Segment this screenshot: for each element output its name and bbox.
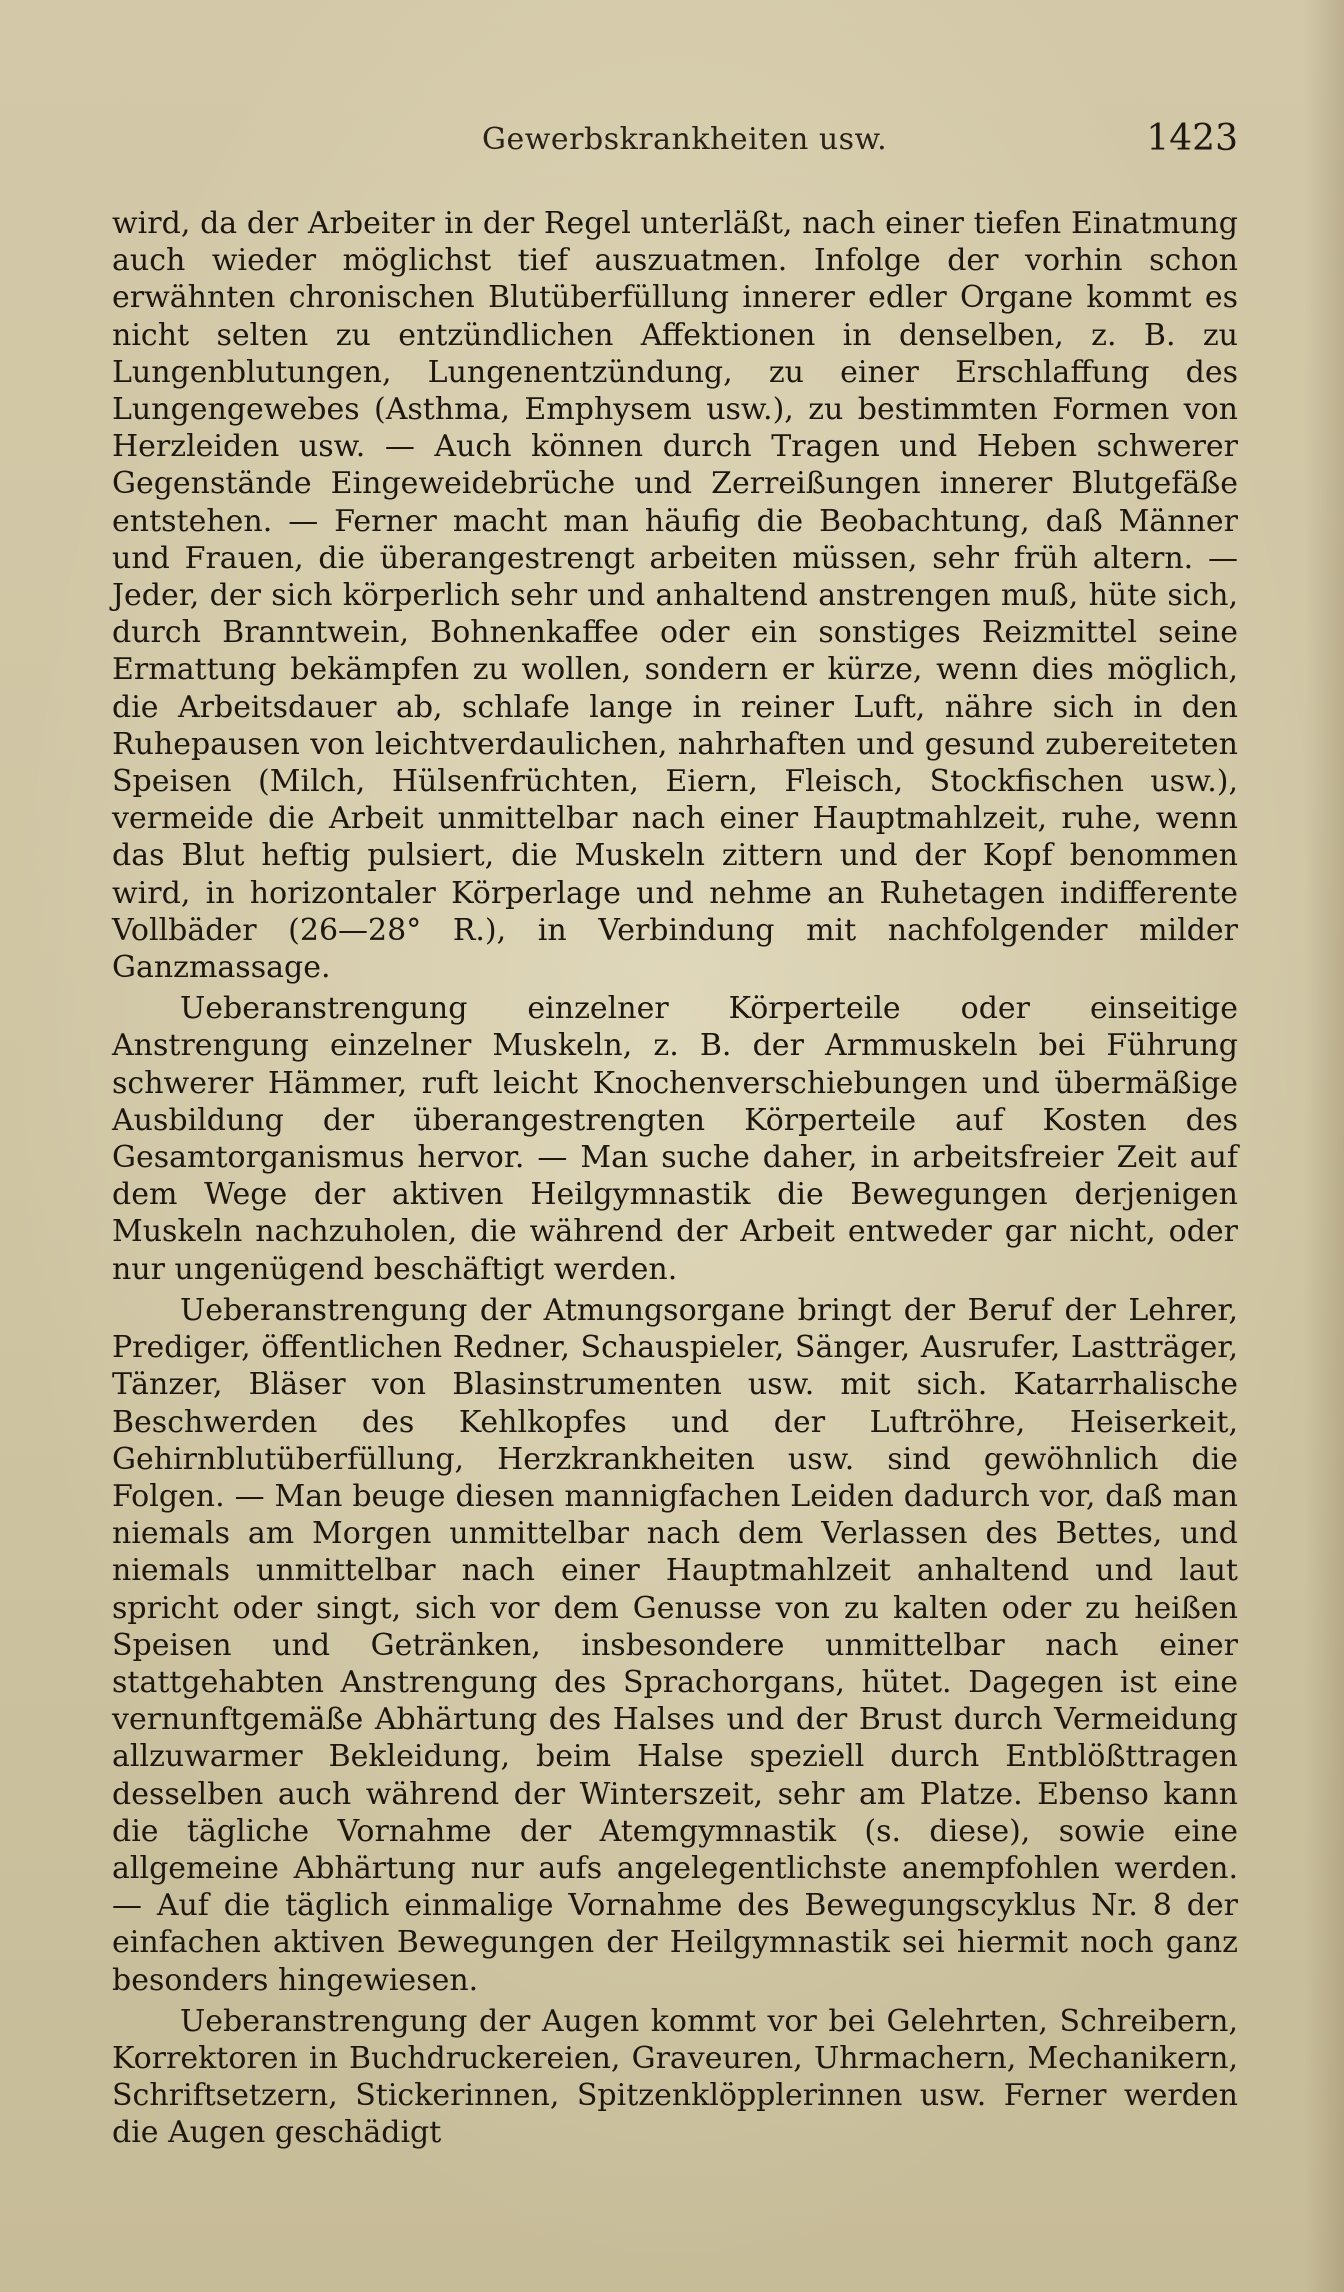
paragraph-respiratory-overstrain: Ueberanstrengung der Atmungsorgane bringt der Beruf der Lehrer, Prediger, öffentlichen Redner, Schauspieler, Sänger, Ausrufer, Lastträger, Tänzer, Bläser von Blasinstrumenten usw. mit sich. Katarrhalische Beschwerden des Kehlkopfes und der Luftröhre, Heiserkeit, Gehirnblutüberfüllung, Herzkrankheiten usw. sind gewöhnlich die Folgen. — Man beuge diesen mannigfachen Leiden dadurch vor, daß man niemals am Morgen unmittelbar nach dem Verlassen des Bettes, und niemals unmittelbar nach einer Hauptmahlzeit anhaltend und laut spricht oder singt, sich vor dem Genusse von zu kalten oder zu heißen Speisen und Getränken, insbesondere unmittelbar nach einer stattgehabten Anstrengung des Sprachorgans, hütet. Dagegen ist eine vernunftgemäße Abhärtung des Halses und der Brust durch Vermeidung allzuwarmer Bekleidung, beim Halse speziell durch Entblößttragen desselben auch während der Winterszeit, sehr am Platze. Ebenso kann die tägliche Vornahme der Atemgymnastik (s. diese), sowie eine allgemeine Abhärtung nur aufs angelegentlichste anempfohlen werden. — Auf die täglich einmalige Vornahme des Bewegungscyklus Nr. 8 der einfachen aktiven Bewegungen der Heilgymnastik sei hiermit noch ganz besonders hingewiesen.	[112, 1292, 1238, 1998]
page-number: 1423	[1146, 118, 1238, 159]
paragraph-continuation: wird, da der Arbeiter in der Regel unterläßt, nach einer tiefen Einatmung auch wieder möglichst tief auszuatmen. Infolge der vorhin schon erwähnten chronischen Blutüberfüllung innerer edler Organe kommt es nicht selten zu entzündlichen Affektionen in denselben, z. B. zu Lungenblutungen, Lungenentzündung, zu einer Erschlaffung des Lungengewebes (Asthma, Emphysem usw.), zu bestimmten Formen von Herzleiden usw. — Auch können durch Tragen und Heben schwerer Gegenstände Eingeweidebrüche und Zerreißungen innerer Blutgefäße entstehen. — Ferner macht man häufig die Beobachtung, daß Männer und Frauen, die überangestrengt arbeiten müssen, sehr früh altern. — Jeder, der sich körperlich sehr und anhaltend anstrengen muß, hüte sich, durch Branntwein, Bohnenkaffee oder ein sonstiges Reizmittel seine Ermattung bekämpfen zu wollen, sondern er kürze, wenn dies möglich, die Arbeitsdauer ab, schlafe lange in reiner Luft, nähre sich in den Ruhepausen von leichtverdaulichen, nahrhaften und gesund zubereiteten Speisen (Milch, Hülsenfrüchten, Eiern, Fleisch, Stockfischen usw.), vermeide die Arbeit unmittelbar nach einer Hauptmahlzeit, ruhe, wenn das Blut heftig pulsiert, die Muskeln zittern und der Kopf benommen wird, in horizontaler Körperlage und nehme an Ruhetagen indifferente Vollbäder (26—28° R.), in Verbindung mit nachfolgender milder Ganzmassage.	[112, 206, 1238, 986]
paragraph-eye-overstrain: Ueberanstrengung der Augen kommt vor bei Gelehrten, Schreibern, Korrektoren in Buchdruckereien, Graveuren, Uhrmachern, Mechanikern, Schriftsetzern, Stickerinnen, Spitzenklöpplerinnen usw. Ferner werden die Augen geschädigt	[112, 2003, 1238, 2151]
paragraph-body-parts-overstrain: Ueberanstrengung einzelner Körperteile oder einseitige Anstrengung einzelner Muskeln, z. B. der Armmuskeln bei Führung schwerer Hämmer, ruft leicht Knochenverschiebungen und übermäßige Ausbildung der überangestrengten Körperteile auf Kosten des Gesamtorganismus hervor. — Man suche daher, in arbeitsfreier Zeit auf dem Wege der aktiven Heilgymnastik die Bewegungen derjenigen Muskeln nachzuholen, die während der Arbeit entweder gar nicht, oder nur ungenügend beschäftigt werden.	[112, 991, 1238, 1287]
running-title: Gewerbskrankheiten usw.	[482, 122, 888, 157]
page-header	[112, 118, 1238, 166]
body-text	[112, 205, 1238, 2152]
